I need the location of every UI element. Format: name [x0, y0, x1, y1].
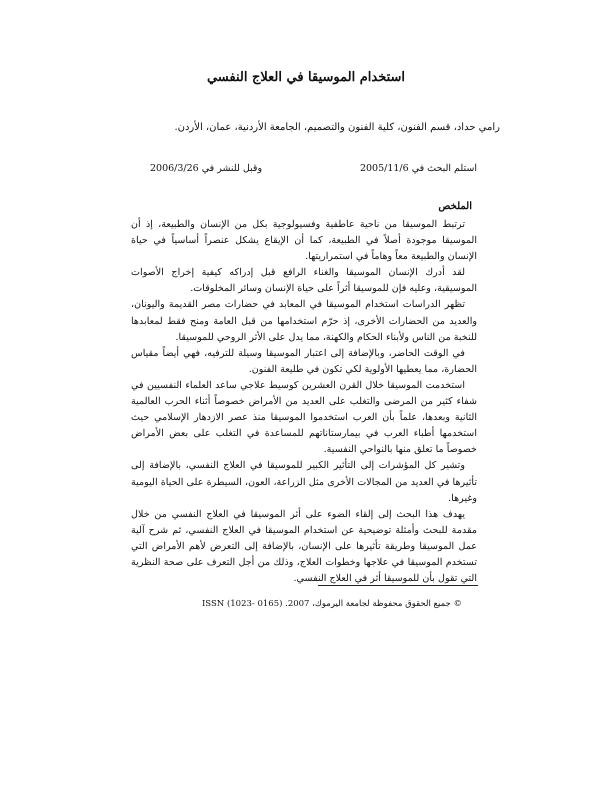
copyright-footnote: © جميع الحقوق محفوظة لجامعة اليرموك، 2007. ISSN (1023- 0165) [201, 599, 462, 609]
received-date: استلم البحث في 2005/11/6 [359, 163, 477, 174]
footnote-rule [318, 585, 478, 586]
abstract-paragraph: في الوقت الحاضر، وبالإضافة إلى اعتبار الموسيقا وسيلة للترفيه، فهي أيضاً مقياس الحضارة، مما يعطيها الأولوية لكي تكون في طليعة الفنون. [131, 347, 477, 375]
abstract-paragraph: تظهر الدراسات استخدام الموسيقا في المعابد في حضارات مصر القديمة واليونان، والعديد من الحضارات الأخرى، إذ حرّم استخدامها من قبل العامة ومنح فقط لمعابدها للنخبة من الناس ولأبناء الحكام والكهنة، مما يدل على الأثر الروحي للموسيقا. [131, 299, 477, 343]
paper-title: استخدام الموسيقا في العلاج النفسي [206, 70, 406, 85]
accepted-date: وقبل للنشر في 2006/3/26 [150, 163, 263, 174]
abstract-paragraph: يهدف هذا البحث إلى إلقاء الضوء على أثر الموسيقا في العلاج النفسي من خلال مقدمة للبحث وأمثلة توضيحية عن استخدام الموسيقا في العلاج النفسي، ثم شرح آلية عمل الموسيقا وطريقة تأثيرها على الإنسان، بالإضافة إلى التعرض لأهم الأمراض التي تستخدم الموسيقا في علاجها وخطوات العلاج، وذلك من أجل التعرف على صحة النظرية التي تقول بأن للموسيقا أثر في العلاج النفسي. [131, 508, 477, 585]
abstract-paragraph: وتشير كل المؤشرات إلى التأثير الكبير للموسيقا في العلاج النفسي، بالإضافة إلى تأثيرها في العديد من المجالات الأخرى مثل الزراعة، العون، السيطرة على الحياة اليومية وغيرها. [131, 460, 477, 504]
abstract-body [131, 217, 477, 587]
abstract-paragraph: ترتبط الموسيقا من ناحية عاطفية وفسيولوجية بكل من الإنسان والطبيعة، إذ أن الموسيقا موجودة أصلاً في الطبيعة، كما أن الإيقاع يشكل عنصراً أساسياً في حياة الإنسان والطبيعة معاً وهاماً في استمراريتها. [131, 219, 477, 263]
abstract-paragraph: استخدمت الموسيقا خلال القرن العشرين كوسيط علاجي ساعد العلماء النفسيين في شفاء كثير من المرضى والتغلب على العديد من الأمراض خصوصاً أثناء الحرب العالمية الثانية وبعدها، علماً بأن العرب استخدموا الموسيقا منذ عصر الازدهار الإسلامي حيث استخدمها أطباء العرب في بيمارستاناتهم للمساعدة في التغلب على بعض الأمراض خصوصاً ما تعلق منها بالنواحي النفسية. [131, 379, 477, 456]
author-affiliation: رامي حداد، قسم الفنون، كلية الفنون والتصميم، الجامعة الأردنية، عمان، الأردن. [174, 122, 500, 133]
abstract-paragraph: لقد أدرك الإنسان الموسيقا والغناء الرافع قبل إدراكه كيفية إخراج الأصوات الموسيقية، وعليه فإن للموسيقا أثراً على حياة الإنسان وسائر المخلوقات. [131, 267, 477, 295]
abstract-heading: الملخص [438, 201, 472, 212]
